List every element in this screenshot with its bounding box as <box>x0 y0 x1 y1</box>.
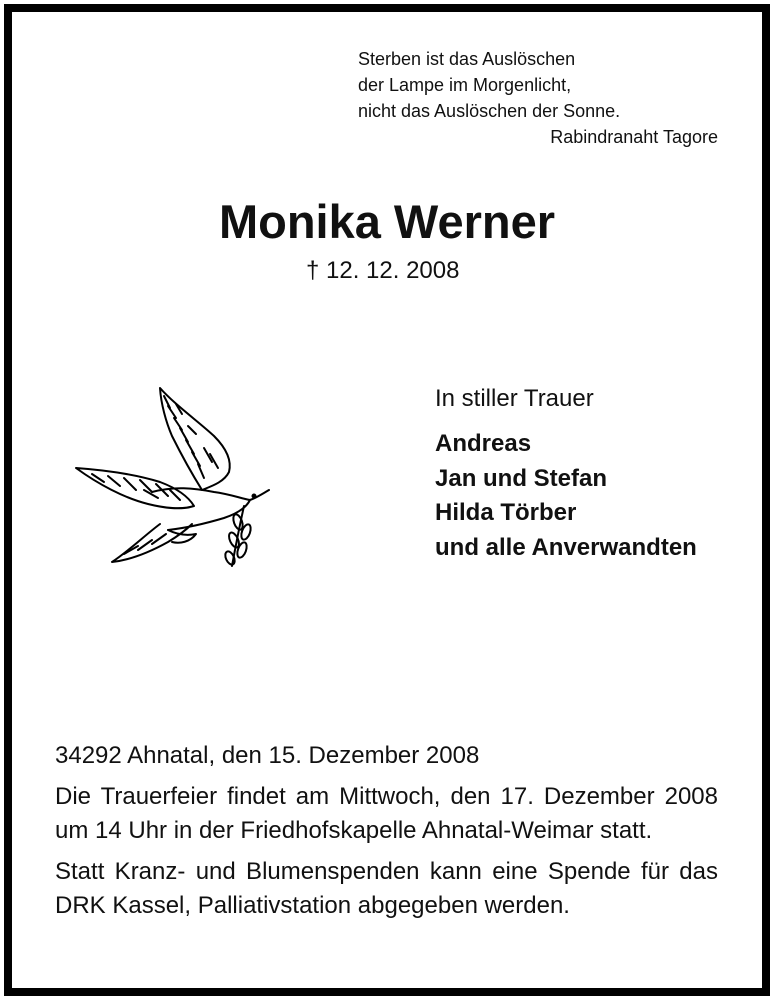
dove-with-olive-branch-icon <box>64 374 274 569</box>
mourner-name: Jan und Stefan <box>435 464 608 492</box>
quote-line-1: Sterben ist das Auslöschen <box>358 49 576 69</box>
mourner-name: Andreas <box>435 430 532 457</box>
place-and-date: 34292 Ahnatal, den 15. Dezember 2008 <box>55 742 480 769</box>
mourners-block <box>435 385 697 565</box>
mourning-intro: In stiller Trauer <box>435 385 594 412</box>
mourner-name: Hilda Törber <box>435 499 577 526</box>
mourner-name: und alle Anverwandten <box>435 533 697 561</box>
epigraph-quote <box>358 46 718 150</box>
mourner-names <box>435 427 697 565</box>
deceased-name: Monika Werner <box>218 195 556 248</box>
donation-info: Statt Kranz- und Blumenspenden kann eine Spende für das DRK Kassel, Palliativstation abgegeben werden. <box>55 858 718 919</box>
obituary-notice <box>4 4 770 996</box>
quote-line-3: nicht das Auslöschen der Sonne. <box>358 101 621 121</box>
death-date: † 12. 12. 2008 <box>306 257 460 284</box>
quote-author: Rabindranaht Tagore <box>550 127 718 147</box>
quote-line-2: der Lampe im Morgenlicht, <box>358 75 572 95</box>
funeral-ceremony-info: Die Trauerfeier findet am Mittwoch, den 17. Dezember 2008 um 14 Uhr in der Friedhofskapelle Ahnatal-Weimar statt. <box>55 783 718 844</box>
notice-details <box>55 739 718 930</box>
